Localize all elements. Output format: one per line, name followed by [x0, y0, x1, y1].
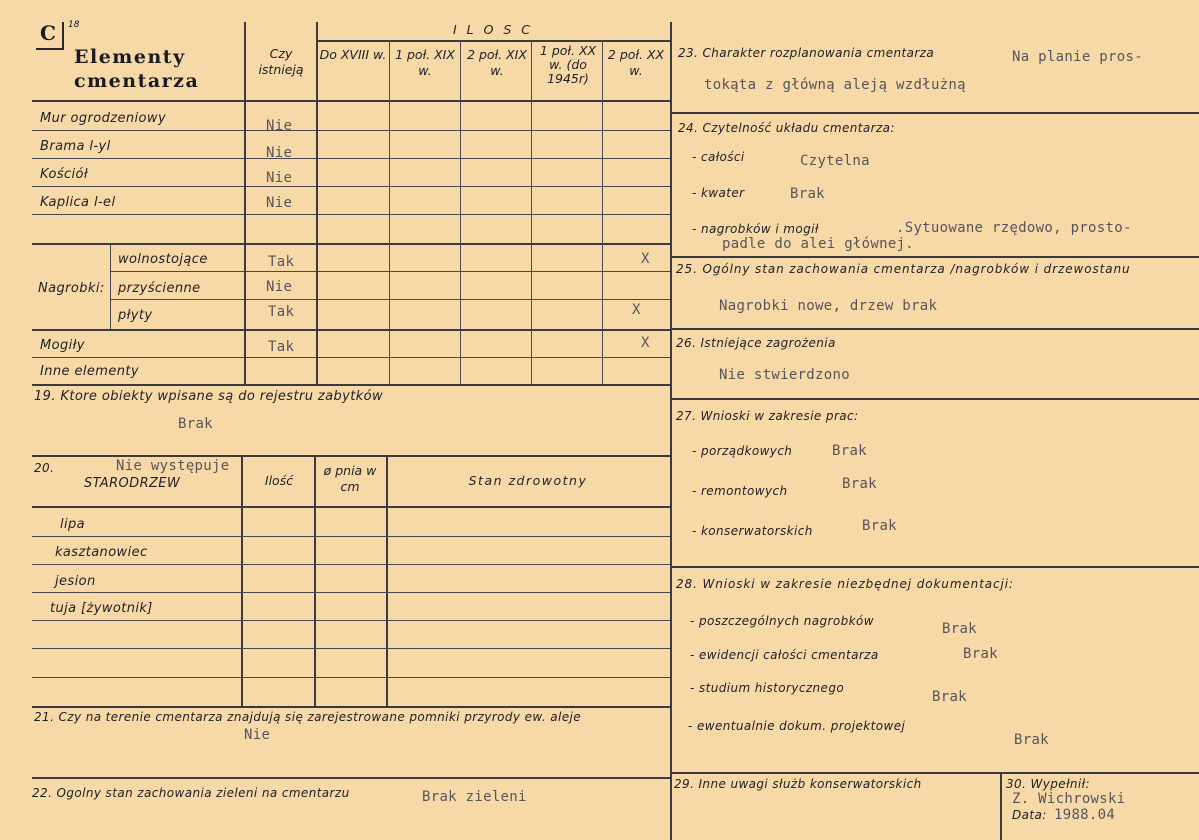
element-label: Brama l-yl [40, 139, 111, 154]
q27-conserv-answer: Brak [862, 518, 897, 534]
q20-title: STARODRZEW [84, 476, 181, 491]
rule [32, 777, 670, 779]
q25-answer: Nagrobki nowe, drzew brak [719, 298, 938, 314]
rule [670, 22, 672, 840]
q20-number: 20. [34, 461, 55, 475]
q28-item-label: - poszczególnych nagrobków [690, 614, 874, 628]
col-period-header: 1 poł. XX w. (do 1945r) [539, 43, 597, 86]
rule [389, 40, 390, 384]
q19-answer: Brak [178, 416, 213, 432]
q29-label: 29. Inne uwagi służb konserwatorskich [674, 777, 922, 791]
q22-answer: Brak zieleni [422, 789, 527, 805]
graves-exists-value: Tak [268, 339, 295, 355]
q24-quarters-label: - kwater [692, 186, 745, 200]
q27-label: 27. Wnioski w zakresie prac: [676, 409, 859, 423]
tree-label: jesion [55, 574, 96, 589]
rule [316, 22, 318, 384]
rule [32, 158, 670, 159]
rule [32, 100, 670, 102]
other-elements-label: Inne elementy [40, 364, 139, 379]
rule [386, 455, 388, 707]
q28-item-answer: Brak [1014, 732, 1049, 748]
trees-diameter-header: ø pnia w cm [323, 463, 377, 494]
tomb-exists-value: Tak [268, 304, 295, 320]
rule [32, 243, 670, 245]
tomb-exists-value: Tak [268, 254, 295, 270]
element-label: Kościół [40, 167, 89, 182]
q24-tombs-label: - nagrobków i mogił [692, 222, 819, 236]
rule [670, 772, 1199, 774]
rule [32, 130, 670, 131]
element-label: Kaplica l-el [40, 195, 116, 210]
q30-filler: Z. Wichrowski [1012, 791, 1126, 807]
q19-label: 19. Ktore obiekty wpisane są do rejestru zabytków [34, 389, 384, 404]
rule [244, 22, 246, 384]
card-superscript: 18 [68, 20, 80, 30]
rule [602, 40, 603, 384]
rule [32, 186, 670, 187]
tombs-group-label: Nagrobki: [38, 281, 105, 296]
tree-label: lipa [60, 517, 86, 532]
rule [110, 271, 670, 272]
rule [314, 455, 316, 707]
rule [32, 592, 670, 593]
rule [110, 299, 670, 300]
q28-item-label: - studium historycznego [690, 681, 845, 695]
rule [32, 329, 670, 331]
tree-label: kasztanowiec [55, 545, 148, 560]
graves-period-mark: X [641, 335, 650, 351]
q23-answer-line1: Na planie pros- [1012, 49, 1143, 65]
element-exists-value: Nie [266, 145, 293, 161]
q26-label: 26. Istniejące zagrożenia [676, 336, 836, 350]
rule [32, 214, 670, 215]
q27-order-answer: Brak [832, 443, 867, 459]
q25-label: 25. Ogólny stan zachowania cmentarza /nagrobków i drzewostanu [676, 262, 1131, 276]
rule [1000, 772, 1002, 840]
rule [32, 357, 670, 358]
col-group-header: I L O S C [452, 22, 534, 37]
rule [110, 243, 111, 329]
tomb-period-mark: X [632, 302, 641, 318]
q26-answer: Nie stwierdzono [719, 367, 850, 383]
tree-label: tuja [żywotnik] [50, 601, 153, 616]
q24-tombs-answer-line1: .Sytuowane rzędowo, prosto- [896, 220, 1132, 236]
q28-item-answer: Brak [932, 689, 967, 705]
q20-note: Nie występuje [116, 458, 230, 474]
q28-item-answer: Brak [942, 621, 977, 637]
rule [32, 706, 670, 708]
rule [670, 112, 1199, 114]
rule [670, 398, 1199, 400]
q24-whole-answer: Czytelna [800, 153, 870, 169]
element-exists-value: Nie [266, 170, 293, 186]
q21-answer: Nie [244, 727, 271, 743]
element-exists-value: Nie [266, 118, 293, 134]
q30-date-label: Data: [1012, 808, 1047, 822]
trees-health-header: Stan zdrowotny [468, 473, 588, 488]
col-period-header: 2 poł. XX w. [607, 47, 665, 78]
q27-order-label: - porządkowych [692, 444, 793, 458]
element-exists-value: Nie [266, 195, 293, 211]
graves-label: Mogiły [40, 338, 85, 353]
rule [318, 40, 670, 42]
q22-label: 22. Ogolny stan zachowania zieleni na cmentarzu [32, 786, 350, 800]
q28-label: 28. Wnioski w zakresie niezbędnej dokumentacji: [676, 577, 1014, 591]
rule [32, 536, 670, 537]
rule [670, 256, 1199, 258]
section-title-line1: Elementy [74, 46, 186, 68]
q24-whole-label: - całości [692, 150, 745, 164]
col-exists-header: Czy istnieją [258, 46, 304, 77]
q28-item-label: - ewentualnie dokum. projektowej [688, 719, 906, 733]
q24-tombs-answer-line2: padle do alei głównej. [722, 236, 915, 252]
section-title-line2: cmentarza [74, 70, 200, 92]
q30-date: 1988.04 [1054, 807, 1116, 823]
rule [32, 506, 670, 508]
tomb-type-label: płyty [118, 308, 153, 323]
q27-repair-label: - remontowych [692, 484, 788, 498]
q23-label: 23. Charakter rozplanowania cmentarza [678, 46, 935, 60]
q27-repair-answer: Brak [842, 476, 877, 492]
card-letter: C [40, 21, 56, 45]
q24-label: 24. Czytelność układu cmentarza: [678, 121, 895, 135]
q28-item-label: - ewidencji całości cmentarza [690, 648, 879, 662]
tomb-period-mark: X [641, 251, 650, 267]
element-label: Mur ogrodzeniowy [40, 111, 167, 126]
rule [32, 620, 670, 621]
rule [32, 384, 670, 386]
col-period-header: 1 poł. XIX w. [395, 47, 455, 78]
col-period-header: Do XVIII w. [319, 47, 387, 62]
q30-label: 30. Wypełnił: [1006, 777, 1090, 791]
rule [531, 40, 532, 384]
q21-label: 21. Czy na terenie cmentarza znajdują się zarejestrowane pomniki przyrody ew. aleje [34, 710, 582, 724]
rule [670, 328, 1199, 330]
rule [32, 455, 670, 457]
q24-quarters-answer: Brak [790, 186, 825, 202]
rule [241, 455, 243, 707]
q28-item-answer: Brak [963, 646, 998, 662]
q27-conserv-label: - konserwatorskich [692, 524, 813, 538]
trees-count-header: Ilość [264, 473, 294, 488]
rule [32, 648, 670, 649]
tomb-type-label: przyścienne [118, 281, 201, 296]
rule [32, 564, 670, 565]
col-period-header: 2 poł. XIX w. [467, 47, 527, 78]
rule [460, 40, 461, 384]
tomb-exists-value: Nie [266, 279, 293, 295]
q23-answer-line2: tokąta z główną aleją wzdłużną [704, 77, 966, 93]
tomb-type-label: wolnostojące [118, 252, 208, 267]
rule [32, 677, 670, 678]
rule [670, 566, 1199, 568]
